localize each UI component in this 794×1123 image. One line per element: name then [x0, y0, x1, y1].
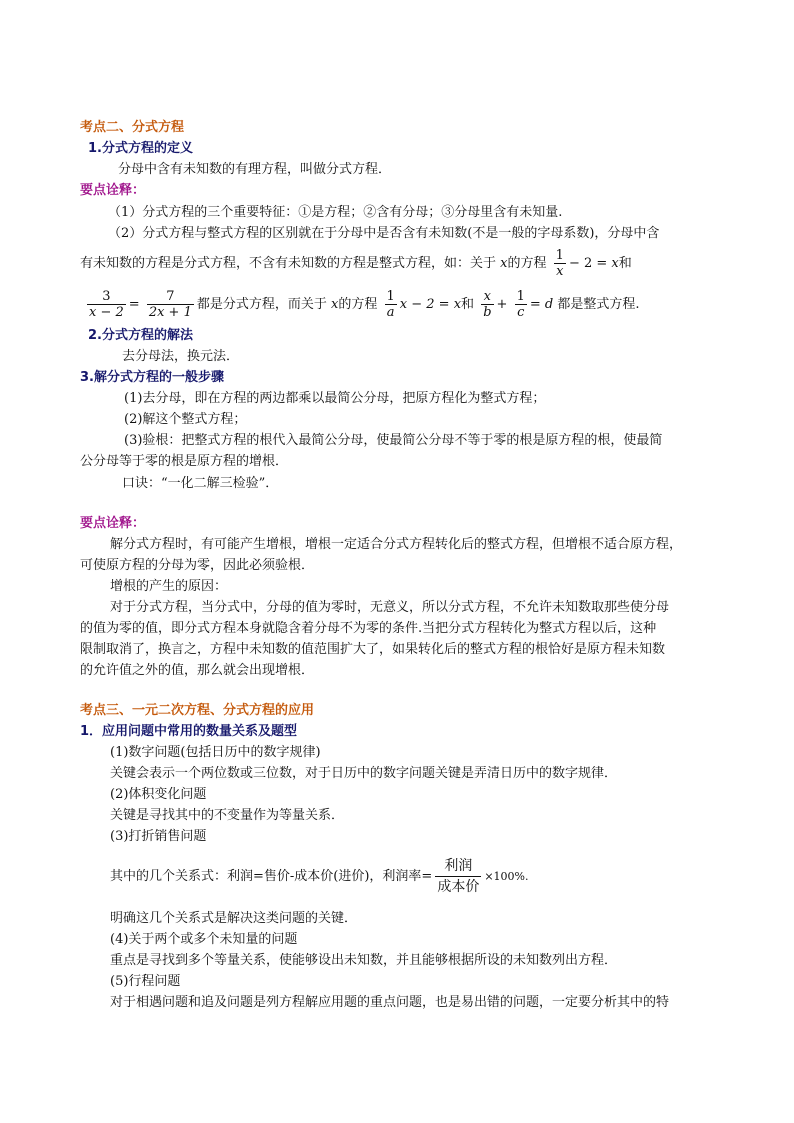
fraction-numerator: 利润 [435, 856, 481, 877]
mnemonic: 口诀：“一化二解三检验”． [122, 476, 279, 491]
note2-paragraph-3a: 对于分式方程，当分式中，分母的值为零时，无意义，所以分式方程，不允许未知数取那些使分母 [110, 600, 670, 615]
problem-5-title: (5)行程问题 [110, 974, 181, 989]
note2-paragraph-1a: 解分式方程时，有可能产生增根，增根一定适合分式方程转化后的整式方程，但增根不适合原方程， [110, 537, 683, 552]
section-title-kd3: 考点三、一元二次方程、分式方程的应用 [80, 703, 315, 718]
subsection-title-applications: 1．应用问题中常用的数量关系及题型 [80, 724, 298, 739]
variable-x: x [611, 256, 619, 271]
step-3b: 公分母等于零的根是原方程的增根． [80, 454, 289, 469]
fraction-denominator: 成本价 [437, 879, 480, 895]
note1-paragraph-1: （1）分式方程的三个重要特征：①是方程；②含有分母；③分母里含有未知量. [108, 205, 563, 220]
fraction-numerator: 1 [386, 289, 395, 304]
step-2: (2)解这个整式方程； [124, 412, 247, 427]
equation-part: = d [529, 297, 554, 312]
formula-text: ×100%. [484, 870, 529, 883]
problem-3-formula [110, 856, 529, 897]
problem-2-text: 关键是寻找其中的不变量作为等量关系． [110, 808, 345, 823]
problem-1-text: 关键会表示一个两位数或三位数，对于日历中的数字问题关键是弄清日历中的数字规律． [110, 766, 618, 781]
fraction-denominator: a [386, 305, 395, 320]
definition-text: 分母中含有未知数的有理方程，叫做分式方程． [118, 162, 392, 177]
problem-3-title: (3)打折销售问题 [110, 829, 207, 844]
subsection-title-steps: 3.解分式方程的一般步骤 [80, 370, 224, 385]
step-3a: (3)验根：把整式方程的根代入最简公分母，使最简公分母不等于零的根是原方程的根，使最简 [124, 433, 663, 448]
plus-sign: + [496, 297, 508, 312]
note1-text: 都是分式方程，而关于 [196, 297, 327, 312]
equation-part: x − 2 = x [399, 297, 462, 312]
and-word: 和 [618, 256, 632, 271]
fraction-numerator: 1 [555, 248, 564, 263]
subsection-title-solution: 2.分式方程的解法 [88, 328, 193, 343]
fraction-numerator: 1 [516, 289, 525, 304]
section-title-kd2: 考点二、分式方程 [80, 120, 185, 135]
fraction-numerator: x [481, 289, 493, 305]
fraction-1-over-c [515, 289, 527, 320]
and-word: 和 [461, 297, 475, 312]
problem-4-text: 重点是寻找到多个等量关系，使能够设出未知数，并且能够根据所设的未知数列出方程． [110, 953, 618, 968]
fraction-1-over-x [554, 248, 566, 279]
fraction-3-over-x-minus-2 [87, 289, 126, 320]
problem-5-text: 对于相遇问题和追及问题是列方程解应用题的重点问题，也是易出错的问题，一定要分析其中的特 [110, 995, 670, 1010]
fraction-numerator: 7 [147, 289, 194, 305]
note1-text: 都是整式方程. [557, 297, 640, 312]
problem-1-title: (1)数字问题(包括日历中的数字规律) [110, 745, 321, 760]
equals-sign: = [128, 297, 140, 312]
fraction-1-over-a [385, 289, 397, 320]
fraction-denominator: c [517, 305, 525, 320]
note1-text: 有未知数的方程是分式方程，不含有未知数的方程是整式方程，如：关于 [80, 256, 497, 271]
problem-4-title: (4)关于两个或多个未知量的问题 [110, 932, 298, 947]
formula-text: 其中的几个关系式：利润=售价-成本价(进价)，利润率= [110, 869, 433, 884]
solution-text: 去分母法，换元法． [122, 349, 240, 364]
note2-paragraph-1b: 可使原方程的分母为零，因此必须验根． [80, 558, 315, 573]
fraction-denominator: b [483, 305, 492, 320]
note-label-2: 要点诠释： [80, 516, 146, 531]
note1-text: 的方程 [338, 297, 378, 312]
note-label-1: 要点诠释： [80, 183, 146, 198]
problem-2-title: (2)体积变化问题 [110, 787, 207, 802]
fraction-denominator: x [556, 264, 564, 279]
note1-paragraph-2a: （2）分式方程与整式方程的区别就在于分母中是否含有未知数(不是一般的字母系数)，分母中含 [108, 226, 660, 241]
note2-paragraph-3c: 限制取消了，换言之，方程中未知数的值范围扩大了，如果转化后的整式方程的根恰好是原方程未知数 [80, 642, 666, 657]
note1-paragraph-2b [80, 248, 632, 279]
note1-text: 的方程 [507, 256, 547, 271]
fraction-numerator: 3 [87, 289, 126, 305]
note2-paragraph-2: 增根的产生的原因： [110, 579, 228, 594]
problem-3-conclusion: 明确这几个关系式是解决这类问题的关键． [110, 911, 358, 926]
fraction-profit-over-cost [435, 856, 481, 897]
fraction-denominator: x − 2 [89, 305, 124, 320]
step-1: (1)去分母，即在方程的两边都乘以最简公分母，把原方程化为整式方程； [124, 391, 546, 406]
fraction-x-over-b [481, 289, 493, 320]
fraction-denominator: 2x + 1 [148, 305, 192, 320]
variable-x: x [331, 297, 339, 312]
equation-part: − 2 = [568, 256, 608, 271]
variable-x: x [500, 256, 508, 271]
note2-paragraph-3d: 的允许值之外的值，那么就会出现增根． [80, 663, 315, 678]
fraction-7-over-2x-plus-1 [147, 289, 194, 320]
note2-paragraph-3b: 的值为零的值，即分式方程本身就隐含着分母不为零的条件.当把分式方程转化为整式方程以后，这种 [80, 621, 657, 636]
subsection-title-definition: 1.分式方程的定义 [88, 141, 193, 156]
note1-paragraph-2c [84, 289, 639, 320]
